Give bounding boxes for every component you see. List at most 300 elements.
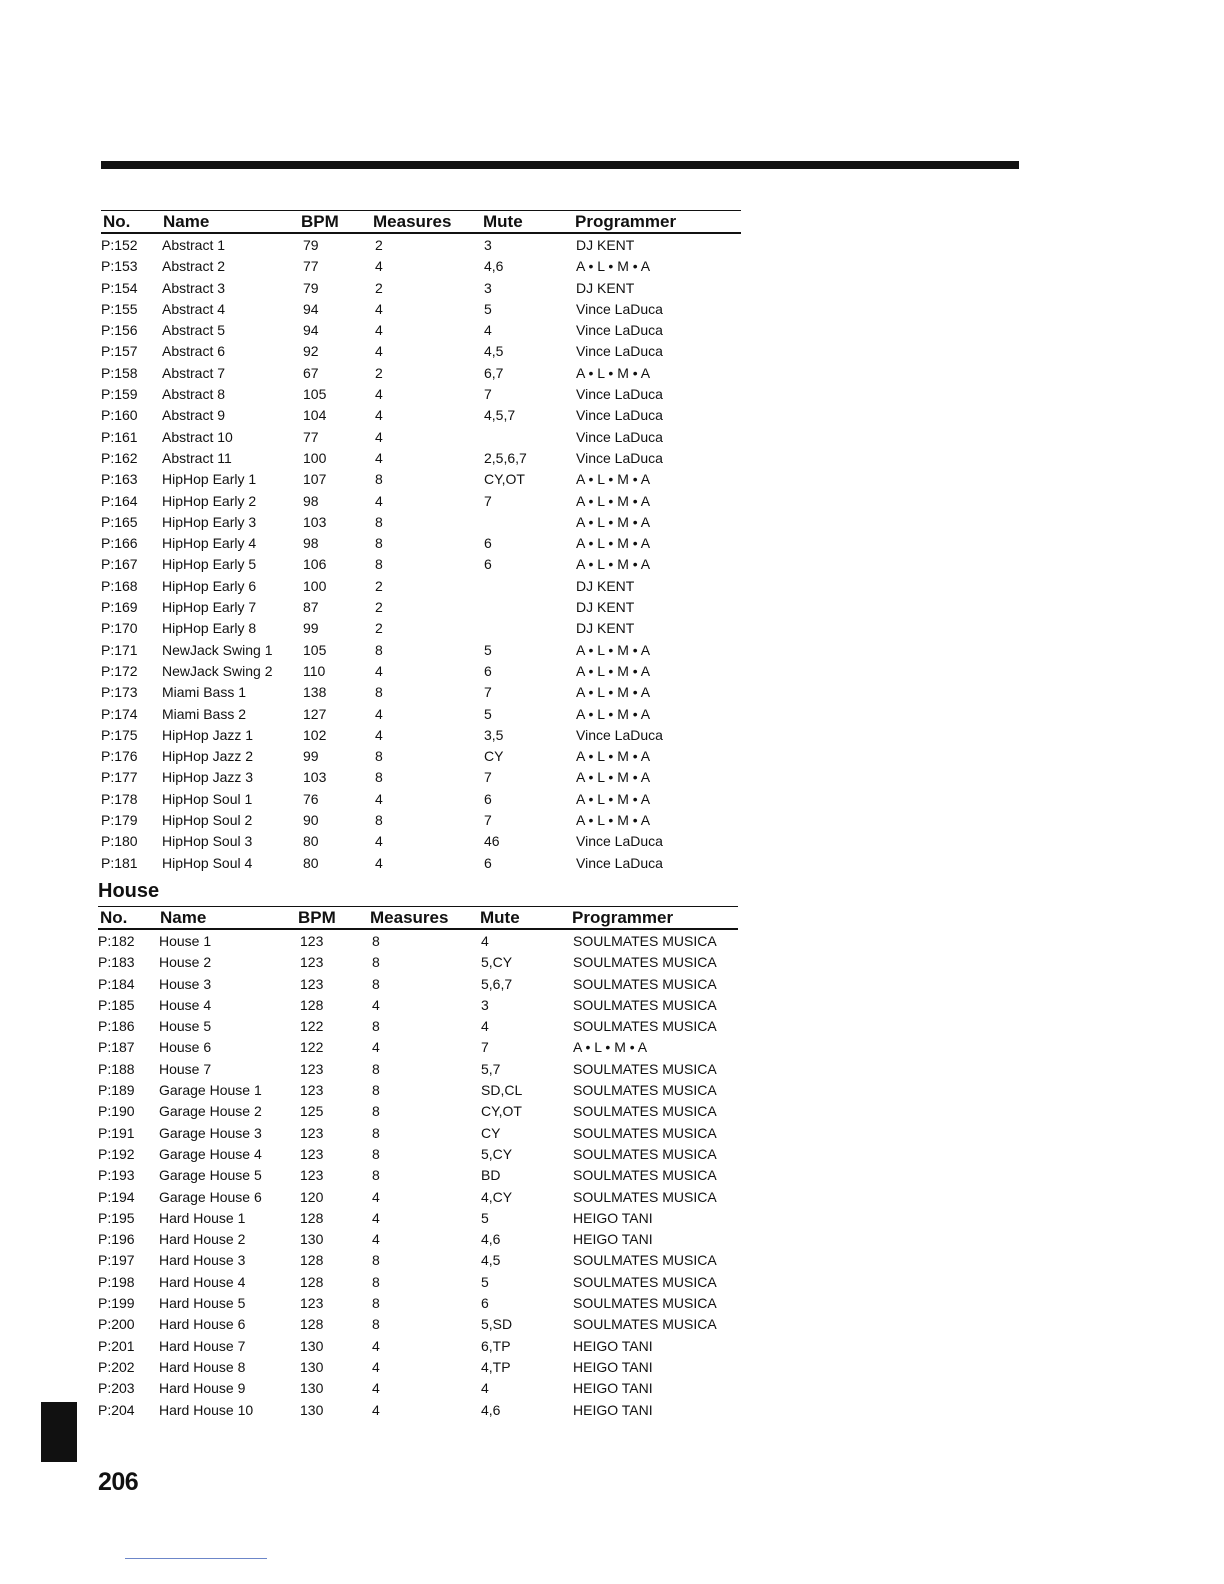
cell-bpm: 130: [300, 1401, 324, 1418]
cell-mute: 3,5: [484, 726, 504, 743]
cell-measures: 8: [372, 1124, 380, 1141]
cell-no: P:202: [98, 1358, 135, 1375]
cell-bpm: 125: [300, 1103, 324, 1120]
cell-measures: 8: [372, 1145, 380, 1162]
cell-bpm: 94: [303, 322, 319, 339]
cell-no: P:189: [98, 1082, 135, 1099]
cell-name: House 7: [159, 1060, 212, 1077]
table-row: [98, 1292, 738, 1313]
table-row: [98, 1207, 738, 1228]
table-row: [98, 1335, 738, 1356]
cell-mute: CY: [484, 748, 504, 765]
cell-programmer: HEIGO TANI: [573, 1358, 653, 1375]
cell-no: P:185: [98, 996, 135, 1013]
cell-bpm: 90: [303, 812, 319, 829]
cell-bpm: 123: [300, 933, 324, 949]
cell-mute: 5,CY: [481, 1145, 513, 1162]
cell-measures: 8: [375, 748, 383, 765]
cell-bpm: 77: [303, 428, 319, 445]
cell-programmer: SOULMATES MUSICA: [573, 1316, 717, 1333]
cell-measures: 8: [372, 1295, 380, 1312]
cell-no: P:159: [101, 386, 138, 403]
cell-name: HipHop Jazz 1: [162, 726, 254, 743]
table-row: [98, 973, 738, 994]
cell-bpm: 128: [300, 1273, 324, 1290]
cell-mute: CY,OT: [484, 471, 525, 488]
col-header-name: Name: [160, 908, 207, 927]
table-row: [101, 426, 741, 447]
table-row: [98, 1228, 738, 1249]
cell-programmer: A • L • M • A: [576, 812, 651, 829]
cell-no: P:204: [98, 1401, 135, 1418]
cell-no: P:160: [101, 407, 138, 424]
cell-bpm: 123: [300, 1060, 324, 1077]
cell-mute: 6,7: [484, 364, 504, 381]
cell-measures: 2: [375, 599, 383, 616]
section-title-house: House: [98, 880, 160, 902]
cell-no: P:163: [101, 471, 138, 488]
cell-name: Miami Bass 1: [162, 684, 247, 701]
table-row: [98, 930, 738, 951]
cell-no: P:173: [101, 684, 138, 701]
table-row: [101, 340, 741, 361]
cell-name: Abstract 8: [162, 386, 226, 403]
col-header-bpm: BPM: [301, 212, 339, 231]
cell-programmer: HEIGO TANI: [573, 1401, 653, 1418]
cell-name: NewJack Swing 1: [162, 641, 273, 658]
cell-no: P:192: [98, 1145, 135, 1162]
cell-name: HipHop Early 2: [162, 492, 257, 509]
cell-mute: 4,6: [481, 1401, 501, 1418]
cell-no: P:179: [101, 812, 138, 829]
cell-mute: 5: [481, 1273, 489, 1290]
cell-mute: 6: [484, 854, 492, 871]
cell-bpm: 79: [303, 279, 319, 296]
cell-measures: 8: [375, 641, 383, 658]
cell-measures: 8: [375, 513, 383, 530]
cell-no: P:174: [101, 705, 138, 722]
cell-bpm: 127: [303, 705, 327, 722]
table-header: [98, 907, 738, 930]
cell-mute: 4: [484, 322, 492, 339]
cell-no: P:158: [101, 364, 138, 381]
cell-bpm: 77: [303, 258, 319, 275]
cell-no: P:168: [101, 577, 138, 594]
cell-measures: 4: [375, 322, 383, 339]
cell-mute: CY,OT: [481, 1103, 522, 1120]
cell-no: P:201: [98, 1337, 135, 1354]
cell-programmer: A • L • M • A: [576, 535, 651, 552]
cell-programmer: SOULMATES MUSICA: [573, 1060, 717, 1077]
cell-programmer: SOULMATES MUSICA: [573, 954, 717, 971]
cell-programmer: SOULMATES MUSICA: [573, 1145, 717, 1162]
cell-programmer: SOULMATES MUSICA: [573, 933, 717, 949]
cell-name: Garage House 4: [159, 1145, 262, 1162]
col-header-bpm: BPM: [298, 908, 336, 927]
table-row: [101, 362, 741, 383]
cell-no: P:203: [98, 1380, 135, 1397]
table-row: [101, 660, 741, 681]
cell-measures: 4: [375, 449, 383, 466]
cell-no: P:182: [98, 933, 135, 949]
cell-name: Garage House 2: [159, 1103, 262, 1120]
cell-no: P:184: [98, 975, 135, 992]
cell-no: P:165: [101, 513, 138, 530]
cell-name: House 6: [159, 1039, 212, 1056]
cell-bpm: 104: [303, 407, 327, 424]
cell-no: P:200: [98, 1316, 135, 1333]
cell-name: Garage House 1: [159, 1082, 262, 1099]
cell-name: HipHop Jazz 3: [162, 769, 254, 786]
cell-no: P:154: [101, 279, 138, 296]
cell-name: Miami Bass 2: [162, 705, 247, 722]
col-header-mute: Mute: [483, 212, 523, 231]
cell-measures: 8: [372, 1167, 380, 1184]
cell-programmer: DJ KENT: [576, 237, 635, 253]
table-row: [101, 255, 741, 276]
cell-programmer: Vince LaDuca: [576, 726, 663, 743]
cell-bpm: 123: [300, 1295, 324, 1312]
cell-measures: 8: [372, 1252, 380, 1269]
cell-programmer: DJ KENT: [576, 599, 635, 616]
cell-measures: 4: [372, 1337, 380, 1354]
cell-no: P:188: [98, 1060, 135, 1077]
table-row: [101, 511, 741, 532]
cell-programmer: Vince LaDuca: [576, 449, 663, 466]
cell-measures: 8: [372, 954, 380, 971]
table-row: [98, 994, 738, 1015]
cell-name: Abstract 2: [162, 258, 226, 275]
cell-programmer: A • L • M • A: [576, 705, 651, 722]
cell-programmer: DJ KENT: [576, 577, 635, 594]
table-row: [101, 724, 741, 745]
cell-no: P:164: [101, 492, 138, 509]
cell-name: Abstract 6: [162, 343, 226, 360]
cell-name: Abstract 5: [162, 322, 226, 339]
cell-bpm: 138: [303, 684, 327, 701]
cell-name: Hard House 7: [159, 1337, 246, 1354]
cell-mute: 5,6,7: [481, 975, 513, 992]
cell-name: Abstract 9: [162, 407, 226, 424]
cell-mute: 3: [484, 279, 492, 296]
cell-bpm: 92: [303, 343, 319, 360]
cell-bpm: 130: [300, 1380, 324, 1397]
cell-mute: 3: [481, 996, 489, 1013]
cell-programmer: HEIGO TANI: [573, 1231, 653, 1248]
cell-measures: 4: [375, 428, 383, 445]
cell-bpm: 105: [303, 641, 327, 658]
cell-name: Abstract 10: [162, 428, 233, 445]
table-row: [98, 1249, 738, 1270]
cell-measures: 2: [375, 279, 383, 296]
cell-bpm: 99: [303, 620, 319, 637]
cell-programmer: SOULMATES MUSICA: [573, 1103, 717, 1120]
cell-programmer: SOULMATES MUSICA: [573, 1124, 717, 1141]
cell-mute: 4,TP: [481, 1358, 511, 1375]
cell-mute: 7: [484, 386, 492, 403]
cell-name: HipHop Early 6: [162, 577, 257, 594]
header-top-line: [98, 906, 738, 907]
cell-programmer: A • L • M • A: [576, 258, 651, 275]
cell-mute: 3: [484, 237, 492, 253]
cell-name: Garage House 6: [159, 1188, 262, 1205]
cell-name: Hard House 6: [159, 1316, 246, 1333]
cell-measures: 4: [372, 1039, 380, 1056]
cell-mute: 7: [484, 769, 492, 786]
cell-bpm: 99: [303, 748, 319, 765]
cell-name: Hard House 9: [159, 1380, 246, 1397]
cell-programmer: A • L • M • A: [573, 1039, 648, 1056]
cell-name: HipHop Early 5: [162, 556, 257, 573]
cell-measures: 2: [375, 237, 383, 253]
col-header-no: No.: [100, 908, 128, 927]
cell-measures: 8: [375, 684, 383, 701]
cell-programmer: Vince LaDuca: [576, 386, 663, 403]
cell-measures: 2: [375, 577, 383, 594]
cell-measures: 8: [375, 535, 383, 552]
cell-bpm: 100: [303, 577, 327, 594]
cell-no: P:170: [101, 620, 138, 637]
cell-no: P:198: [98, 1273, 135, 1290]
cell-mute: 7: [481, 1039, 489, 1056]
table-row: [101, 298, 741, 319]
table-row: [101, 596, 741, 617]
cell-name: HipHop Early 8: [162, 620, 257, 637]
cell-bpm: 128: [300, 1252, 324, 1269]
table-row: [98, 1399, 738, 1420]
table-row: [101, 639, 741, 660]
cell-mute: 5: [484, 641, 492, 658]
col-header-programmer: Programmer: [575, 212, 677, 231]
cell-measures: 4: [375, 258, 383, 275]
table-header: [101, 211, 741, 234]
cell-name: HipHop Soul 4: [162, 854, 253, 871]
cell-programmer: Vince LaDuca: [576, 322, 663, 339]
cell-no: P:193: [98, 1167, 135, 1184]
cell-programmer: DJ KENT: [576, 620, 635, 637]
cell-bpm: 67: [303, 364, 319, 381]
table-row: [98, 1122, 738, 1143]
cell-name: Hard House 2: [159, 1231, 246, 1248]
cell-measures: 8: [372, 1082, 380, 1099]
cell-measures: 8: [375, 769, 383, 786]
cell-no: P:187: [98, 1039, 135, 1056]
cell-programmer: A • L • M • A: [576, 641, 651, 658]
cell-mute: 46: [484, 833, 500, 850]
cell-bpm: 122: [300, 1018, 324, 1035]
cell-programmer: Vince LaDuca: [576, 407, 663, 424]
table-row: [98, 1100, 738, 1121]
cell-name: House 3: [159, 975, 212, 992]
table-row: [101, 809, 741, 830]
cell-bpm: 105: [303, 386, 327, 403]
cell-no: P:153: [101, 258, 138, 275]
cell-mute: 4,5: [484, 343, 504, 360]
col-header-mute: Mute: [480, 908, 520, 927]
cell-programmer: A • L • M • A: [576, 492, 651, 509]
cell-no: P:186: [98, 1018, 135, 1035]
cell-name: House 2: [159, 954, 212, 971]
cell-programmer: SOULMATES MUSICA: [573, 996, 717, 1013]
cell-mute: 4,CY: [481, 1188, 513, 1205]
cell-no: P:172: [101, 662, 138, 679]
cell-mute: 4: [481, 1018, 489, 1035]
cell-no: P:190: [98, 1103, 135, 1120]
cell-measures: 8: [372, 1018, 380, 1035]
cell-no: P:177: [101, 769, 138, 786]
cell-mute: BD: [481, 1167, 501, 1184]
cell-mute: 6: [484, 790, 492, 807]
pattern-table-house: [98, 907, 738, 1420]
cell-bpm: 80: [303, 854, 319, 871]
cell-measures: 4: [375, 833, 383, 850]
table-row: [101, 532, 741, 553]
cell-measures: 4: [372, 1401, 380, 1418]
cell-no: P:183: [98, 954, 135, 971]
table-row: [101, 681, 741, 702]
cell-bpm: 123: [300, 975, 324, 992]
cell-name: Abstract 11: [162, 449, 232, 466]
cell-name: HipHop Soul 3: [162, 833, 253, 850]
table-row: [98, 1036, 738, 1057]
cell-bpm: 94: [303, 300, 319, 317]
cell-mute: CY: [481, 1124, 501, 1141]
cell-bpm: 98: [303, 492, 319, 509]
cell-measures: 4: [375, 662, 383, 679]
cell-bpm: 79: [303, 237, 319, 253]
cell-name: Hard House 4: [159, 1273, 246, 1290]
cell-name: House 1: [159, 933, 212, 949]
cell-programmer: Vince LaDuca: [576, 300, 663, 317]
cell-measures: 2: [375, 364, 383, 381]
table-row: [98, 1356, 738, 1377]
table-row: [101, 788, 741, 809]
cell-programmer: SOULMATES MUSICA: [573, 1252, 717, 1269]
cell-bpm: 123: [300, 1124, 324, 1141]
cell-programmer: SOULMATES MUSICA: [573, 1167, 717, 1184]
cell-name: HipHop Soul 2: [162, 812, 253, 829]
table-row: [101, 383, 741, 404]
cell-programmer: A • L • M • A: [576, 364, 651, 381]
cell-measures: 4: [372, 1231, 380, 1248]
cell-mute: 7: [484, 684, 492, 701]
table-row: [101, 703, 741, 724]
cell-no: P:166: [101, 535, 138, 552]
cell-programmer: SOULMATES MUSICA: [573, 1018, 717, 1035]
header-top-line: [101, 210, 741, 211]
cell-name: HipHop Jazz 2: [162, 748, 254, 765]
cell-measures: 8: [375, 471, 383, 488]
cell-mute: 4,5: [481, 1252, 501, 1269]
cell-no: P:155: [101, 300, 138, 317]
cell-programmer: A • L • M • A: [576, 513, 651, 530]
cell-no: P:191: [98, 1124, 135, 1141]
cell-name: HipHop Early 1: [162, 471, 257, 488]
cell-no: P:161: [101, 428, 138, 445]
cell-name: House 4: [159, 996, 212, 1013]
table-row: [101, 766, 741, 787]
cell-measures: 4: [375, 386, 383, 403]
table-row: [101, 468, 741, 489]
cell-name: Abstract 4: [162, 300, 226, 317]
cell-mute: 4: [481, 1380, 489, 1397]
cell-programmer: SOULMATES MUSICA: [573, 1273, 717, 1290]
cell-measures: 4: [375, 343, 383, 360]
table-row: [101, 575, 741, 596]
cell-mute: 5: [484, 705, 492, 722]
cell-programmer: Vince LaDuca: [576, 343, 663, 360]
bottom-link-line: [125, 1558, 267, 1559]
cell-mute: 5: [484, 300, 492, 317]
cell-bpm: 120: [300, 1188, 324, 1205]
cell-no: P:194: [98, 1188, 135, 1205]
cell-no: P:162: [101, 449, 138, 466]
cell-mute: 5: [481, 1209, 489, 1226]
cell-bpm: 107: [303, 471, 327, 488]
cell-programmer: A • L • M • A: [576, 769, 651, 786]
table-row: [101, 277, 741, 298]
table-row: [101, 852, 741, 873]
cell-name: Garage House 5: [159, 1167, 262, 1184]
cell-bpm: 123: [300, 954, 324, 971]
cell-no: P:197: [98, 1252, 135, 1269]
cell-measures: 4: [375, 726, 383, 743]
cell-name: HipHop Early 3: [162, 513, 257, 530]
cell-mute: SD,CL: [481, 1082, 523, 1099]
cell-bpm: 110: [303, 662, 326, 679]
cell-name: House 5: [159, 1018, 212, 1035]
cell-measures: 4: [375, 790, 383, 807]
cell-name: Garage House 3: [159, 1124, 262, 1141]
cell-bpm: 106: [303, 556, 327, 573]
cell-mute: 6: [484, 662, 492, 679]
page-number: 206: [98, 1468, 139, 1496]
cell-programmer: HEIGO TANI: [573, 1209, 653, 1226]
cell-no: P:169: [101, 599, 138, 616]
cell-measures: 4: [375, 854, 383, 871]
cell-mute: 4,5,7: [484, 407, 516, 424]
table-body: [101, 234, 741, 873]
cell-mute: 2,5,6,7: [484, 449, 527, 466]
cell-bpm: 128: [300, 1209, 324, 1226]
cell-bpm: 128: [300, 996, 324, 1013]
cell-no: P:171: [101, 641, 138, 658]
cell-mute: 5,SD: [481, 1316, 513, 1333]
cell-programmer: A • L • M • A: [576, 471, 651, 488]
cell-measures: 4: [372, 996, 380, 1013]
table-row: [101, 234, 741, 255]
cell-programmer: SOULMATES MUSICA: [573, 1082, 717, 1099]
cell-mute: 4: [481, 933, 489, 949]
cell-measures: 8: [372, 933, 380, 949]
cell-programmer: A • L • M • A: [576, 748, 651, 765]
cell-bpm: 122: [300, 1039, 324, 1056]
table-row: [98, 1143, 738, 1164]
cell-programmer: A • L • M • A: [576, 662, 651, 679]
cell-measures: 8: [372, 1316, 380, 1333]
cell-programmer: Vince LaDuca: [576, 833, 663, 850]
cell-mute: 6: [484, 535, 492, 552]
cell-no: P:167: [101, 556, 138, 573]
cell-measures: 8: [372, 1273, 380, 1290]
table-row: [98, 1271, 738, 1292]
cell-no: P:181: [101, 854, 138, 871]
cell-bpm: 102: [303, 726, 327, 743]
table-row: [98, 1377, 738, 1398]
cell-measures: 4: [375, 492, 383, 509]
cell-no: P:157: [101, 343, 138, 360]
cell-measures: 4: [375, 705, 383, 722]
